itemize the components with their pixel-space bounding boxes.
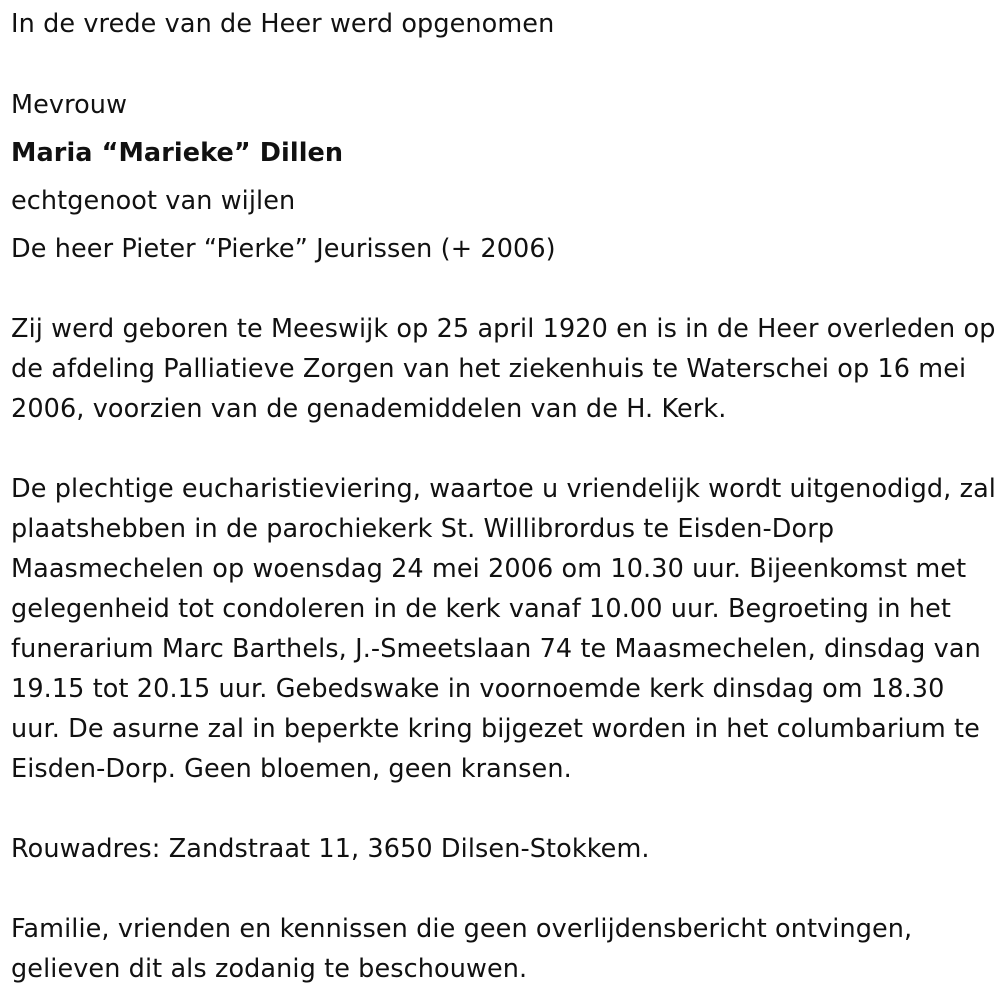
ceremony-paragraph: De plechtige eucharistieviering, waartoe u vriendelijk wordt uitgenodigd, zal plaatshebben in de parochiekerk St. Willibrordus te Eisden-Dorp Maasmechelen op woensdag 24 mei 2006 om 10.30 uur. Bijeenkomst met gelegenheid tot condoleren in de kerk vanaf 10.00 uur. Begroeting in het funerarium Marc Barthels, J.-Smeetslaan 74 te Maasmechelen, dinsdag van 19.15 tot 20.15 uur. Gebedswake in voornoemde kerk dinsdag om 18.30 uur. De asurne zal in beperkte kring bijgezet worden in het columbarium te Eisden-Dorp. Geen bloemen, geen kransen. [11,474,996,784]
salutation: Mevrouw [11,90,128,120]
spouse-line: De heer Pieter “Pierke” Jeurissen (+ 2006) [11,234,556,264]
mourning-address: Rouwadres: Zandstraat 11, 3650 Dilsen-Stokkem. [11,834,650,864]
birth-death-paragraph: Zij werd geboren te Meeswijk op 25 april 1920 en is in de Heer overleden op de afdeling Palliatieve Zorgen van het ziekenhuis te Waterschei op 16 mei 2006, voorzien van de genademiddelen van de H. Kerk. [11,314,996,424]
closing-paragraph: Familie, vrienden en kennissen die geen overlijdensbericht ontvingen, gelieven dit als zodanig te beschouwen. [11,914,913,984]
relation-line: echtgenoot van wijlen [11,186,296,216]
deceased-name: Maria “Marieke” Dillen [11,138,344,168]
intro-line: In de vrede van de Heer werd opgenomen [11,9,555,39]
